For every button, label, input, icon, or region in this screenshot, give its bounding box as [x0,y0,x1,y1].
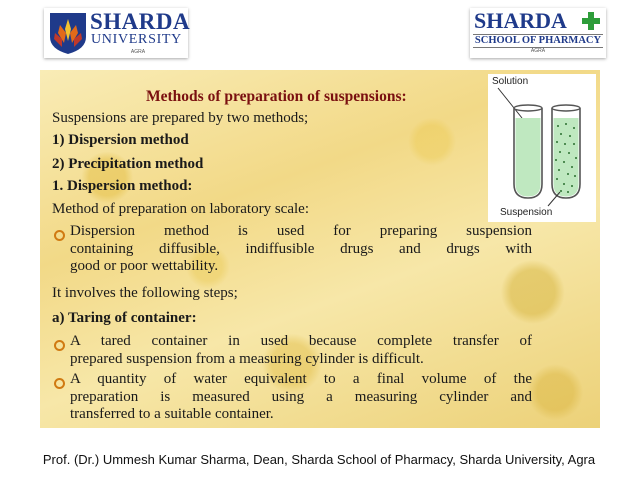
slide-title: Methods of preparation of suspensions: [146,88,407,105]
suspension-label: Suspension [500,207,553,218]
logo-right-place: AGRA [530,48,546,54]
bullet-line: prepared suspension from a measuring cylinder is difficult. [70,350,424,367]
logo-left-place: AGRA [130,49,146,55]
test-tubes-icon [488,74,596,222]
footer-credit: Prof. (Dr.) Ummesh Kumar Sharma, Dean, Sharda School of Pharmacy, Sharda University, Agra [42,452,596,467]
dispersion-heading: 1. Dispersion method: [52,178,193,194]
bullet-line: transferred to a suitable container. [70,406,274,422]
bullet-icon [54,230,65,241]
intro-text: Suspensions are prepared by two methods; [52,110,309,126]
bullet-line: Dispersion method is used for preparing suspension [70,223,532,239]
method-precipitation: 2) Precipitation method [52,156,204,172]
bullet-line: preparation is measured using a measuring cylinder and [70,388,532,405]
logo-right-school: SCHOOL OF PHARMACY [474,35,602,46]
logo-left-sub: UNIVERSITY [91,32,182,47]
logo-right-name: SHARDA [474,8,567,33]
logo-left-name: SHARDA [90,9,191,34]
steps-intro: It involves the following steps; [52,285,238,301]
bullet-line: good or poor wettability. [70,258,219,274]
slide-content [40,70,600,428]
sharda-university-logo [44,8,191,58]
bullet-line: A tared container in used because complete transfer of [70,333,532,349]
bullet-tared-container [70,333,532,368]
sharda-school-of-pharmacy-logo [470,8,606,58]
pharmacy-cross-icon [582,12,600,30]
solution-label: Solution [492,76,529,87]
method-dispersion: 1) Dispersion method [52,132,189,148]
test-tube-illustration [488,74,596,222]
taring-heading: a) Taring of container: [52,310,197,326]
bullet-icon [54,340,65,351]
bullet-icon [54,378,65,389]
bullet-line: containing diffusible, indiffusible drugs and drugs with [70,240,532,257]
lab-scale-text: Method of preparation on laboratory scale: [52,201,309,217]
bullet-water-quantity [70,371,532,424]
university-emblem-icon [48,11,88,55]
bullet-line: A quantity of water equivalent to a final volume of the [70,371,532,387]
bullet-dispersion [70,223,532,276]
